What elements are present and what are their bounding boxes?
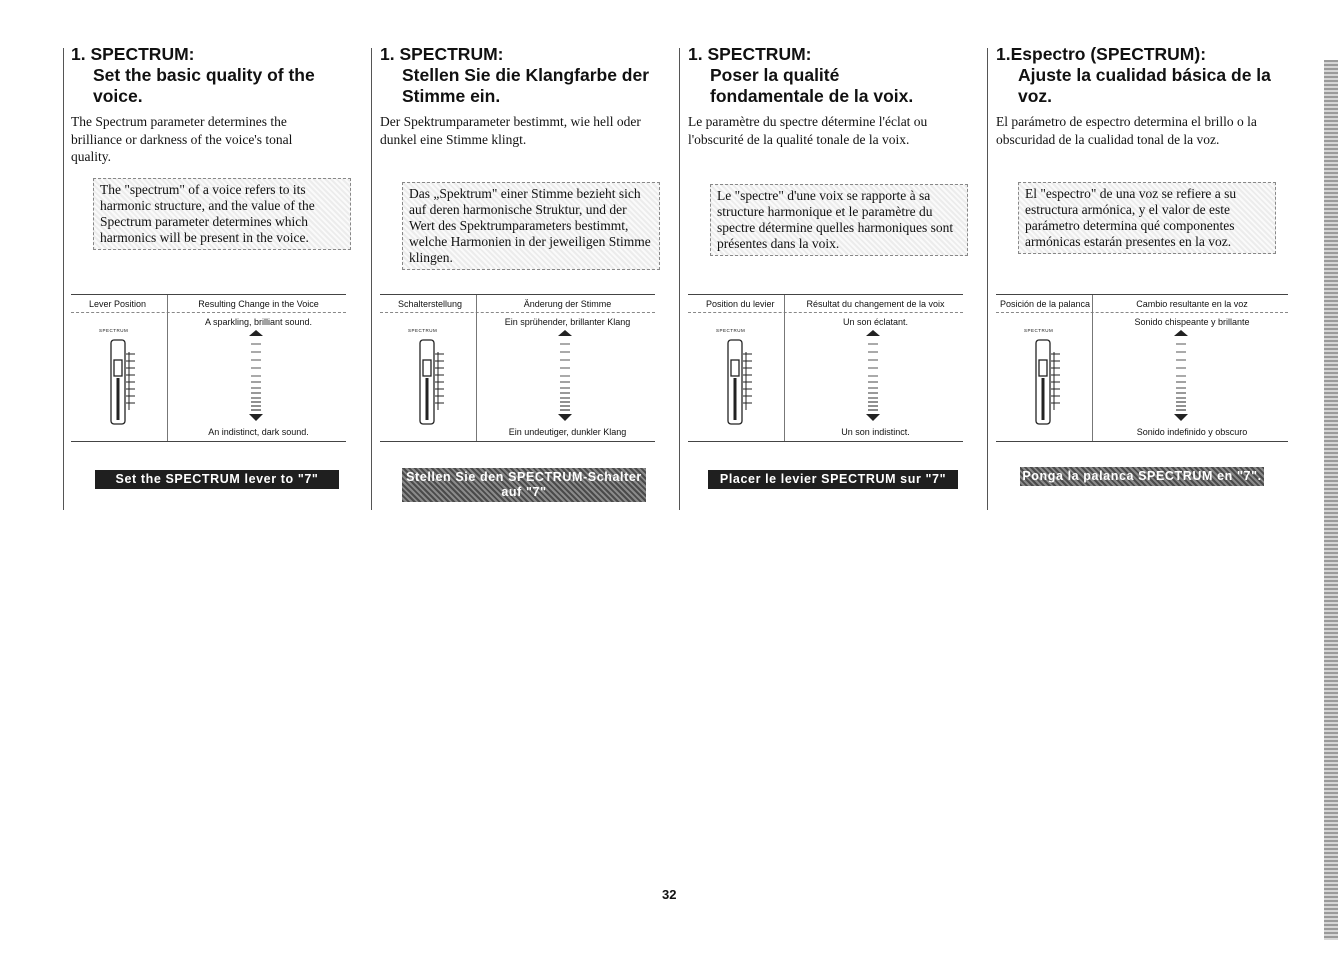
header-lever-position: Schalterstellung — [398, 299, 463, 309]
header-lever-position: Posición de la palanca — [1000, 299, 1091, 309]
lever-table — [71, 294, 346, 442]
spectrum-slider-icon — [726, 338, 760, 428]
heading-number: 1. SPECTRUM: — [71, 44, 195, 64]
header-resulting-change: Resulting Change in the Voice — [198, 299, 319, 309]
column-divider — [987, 48, 988, 510]
bright-sound-label: Sonido chispeante y brillante — [1134, 317, 1250, 327]
bright-sound-label: Un son éclatant. — [842, 317, 909, 327]
brightness-scale-icon — [248, 330, 264, 422]
bright-sound-label: A sparkling, brilliant sound. — [204, 317, 313, 327]
bright-sound-label: Ein sprühender, brillanter Klang — [504, 317, 631, 327]
spectrum-slider-icon — [418, 338, 452, 428]
column-french — [688, 44, 968, 486]
spectrum-slider-icon — [109, 338, 143, 428]
instruction-banner: Set the SPECTRUM lever to "7" — [95, 470, 339, 489]
header-resulting-change: Résultat du changement de la voix — [806, 299, 945, 309]
heading-number: 1.Espectro (SPECTRUM): — [996, 44, 1207, 64]
section-heading — [71, 44, 351, 107]
slider-caption: SPECTRUM — [408, 328, 438, 333]
heading-subtitle: Poser la qualité fondamentale de la voix. — [710, 65, 914, 106]
heading-subtitle: Stellen Sie die Klangfarbe der Stimme ein. — [402, 65, 650, 106]
slider-caption: SPECTRUM — [99, 328, 129, 333]
table-header — [688, 295, 963, 313]
dark-sound-label: Un son indistinct. — [841, 427, 910, 437]
intro-paragraph: El parámetro de espectro determina el brillo o la obscuridad de la cualidad tonal de la voz. — [996, 114, 1257, 147]
lever-table — [996, 294, 1288, 442]
page-number: 32 — [662, 887, 677, 902]
heading-subtitle: Set the basic quality of the voice. — [93, 65, 315, 106]
column-divider — [679, 48, 680, 510]
column-divider — [63, 48, 64, 510]
dark-sound-label: An indistinct, dark sound. — [208, 427, 309, 437]
column-spanish — [996, 44, 1276, 483]
instruction-banner: Placer le levier SPECTRUM sur "7" — [708, 470, 958, 489]
intro-paragraph: Le paramètre du spectre détermine l'éclat ou l'obscurité de la qualité tonale de la voix. — [688, 114, 928, 147]
slider-caption: SPECTRUM — [1024, 328, 1054, 333]
header-resulting-change: Änderung der Stimme — [523, 299, 612, 309]
note-box: El "espectro" de una voz se refiere a su estructura armónica, y el valor de este parámetro determina qué componentes armónicas estarán presentes en la voz. — [1018, 182, 1276, 254]
note-box: The "spectrum" of a voice refers to its harmonic structure, and the value of the Spectrum parameter determines which harmonics will be present in the voice. — [93, 178, 351, 250]
lever-table — [380, 294, 655, 442]
heading-subtitle: Ajuste la cualidad básica de la voz. — [1018, 65, 1271, 106]
table-divider — [1092, 295, 1093, 441]
slider-caption: SPECTRUM — [716, 328, 746, 333]
column-english — [71, 44, 351, 486]
header-lever-position: Position du levier — [706, 299, 775, 309]
table-header — [71, 295, 346, 313]
table-header — [996, 295, 1288, 313]
instruction-banner: Ponga la palanca SPECTRUM en "7". — [1020, 467, 1264, 486]
dark-sound-label: Ein undeutiger, dunkler Klang — [508, 427, 627, 437]
note-box: Das „Spektrum" einer Stimme bezieht sich auf deren harmonische Struktur, und der Wert des Spektrumparameters bestimmt, welche Harmonien in der jeweiligen Stimme klingen. — [402, 182, 660, 270]
note-box: Le "spectre" d'une voix se rapporte à sa structure harmonique et le paramètre du spectre détermine quelles harmoniques sont présentes dans la voix. — [710, 184, 968, 256]
column-divider — [371, 48, 372, 510]
instruction-banner: Stellen Sie den SPECTRUM-Schalter auf "7" — [402, 468, 646, 502]
brightness-scale-icon — [865, 330, 881, 422]
header-lever-position: Lever Position — [89, 299, 147, 309]
intro-paragraph: Der Spektrumparameter bestimmt, wie hell oder dunkel eine Stimme klingt. — [380, 114, 641, 147]
header-resulting-change: Cambio resultante en la voz — [1136, 299, 1248, 309]
table-divider — [476, 295, 477, 441]
section-heading — [996, 44, 1276, 107]
heading-number: 1. SPECTRUM: — [688, 44, 812, 64]
table-divider — [784, 295, 785, 441]
spectrum-slider-icon — [1034, 338, 1068, 428]
column-german — [380, 44, 660, 499]
heading-number: 1. SPECTRUM: — [380, 44, 504, 64]
section-heading — [688, 44, 968, 107]
brightness-scale-icon — [557, 330, 573, 422]
lever-table — [688, 294, 963, 442]
table-divider — [167, 295, 168, 441]
brightness-scale-icon — [1173, 330, 1189, 422]
dark-sound-label: Sonido indefinido y obscuro — [1136, 427, 1248, 437]
table-header — [380, 295, 655, 313]
section-heading — [380, 44, 660, 107]
intro-paragraph: The Spectrum parameter determines the brilliance or darkness of the voice's tonal quality. — [71, 114, 293, 164]
scan-edge-strip — [1324, 60, 1338, 940]
